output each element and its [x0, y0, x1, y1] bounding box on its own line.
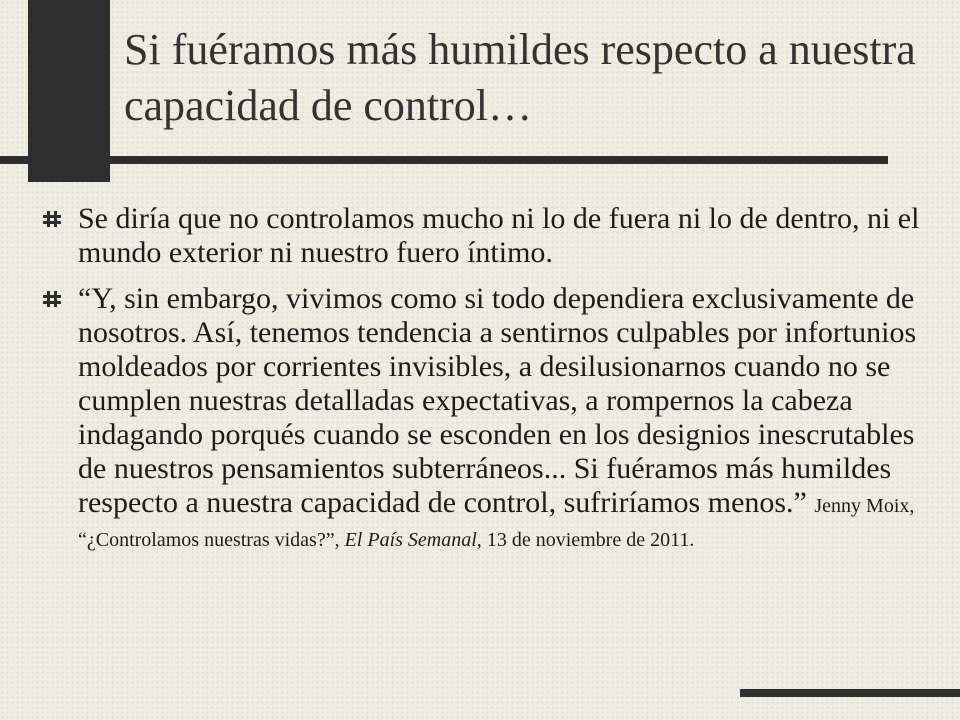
decorative-dark-block: [28, 0, 110, 182]
hash-bullet-icon: [42, 290, 62, 308]
slide-content: [40, 202, 920, 566]
slide-title: Si fuéramos más humildes respecto a nuestra capacidad de control…: [124, 25, 916, 130]
citation-author: Jenny Moix, “¿Controlamos nuestras vidas?”,: [78, 495, 915, 551]
bottom-divider: [740, 689, 960, 697]
bullet-item: [40, 202, 920, 270]
hash-bullet-icon: [42, 210, 62, 228]
bullet-text: Se diría que no controlamos mucho ni lo de fuera ni lo de dentro, ni el mundo exterior ni nuestro fuero íntimo.: [78, 202, 920, 269]
citation-source: El País Semanal,: [344, 529, 482, 551]
citation-date: 13 de noviembre de 2011.: [481, 529, 695, 551]
quote-text: [78, 282, 920, 554]
title-divider: [0, 156, 888, 164]
quote: “Y, sin embargo, vivimos como si todo dependiera exclusivamente de nosotros. Así, tenemos tendencia a sentirnos culpables por infortunios moldeados por corrientes invisibles, a desilusionarnos cuando no se cumplen nuestras detalladas expectativas, a rompernos la cabeza indagando porqués cuando se esconden en los designios inescrutables de nuestros pensamientos subterráneos... Si fuéramos más humildes respecto a nuestra capacidad de control, sufriríamos menos.”: [78, 282, 917, 519]
bullet-item: [40, 282, 920, 554]
